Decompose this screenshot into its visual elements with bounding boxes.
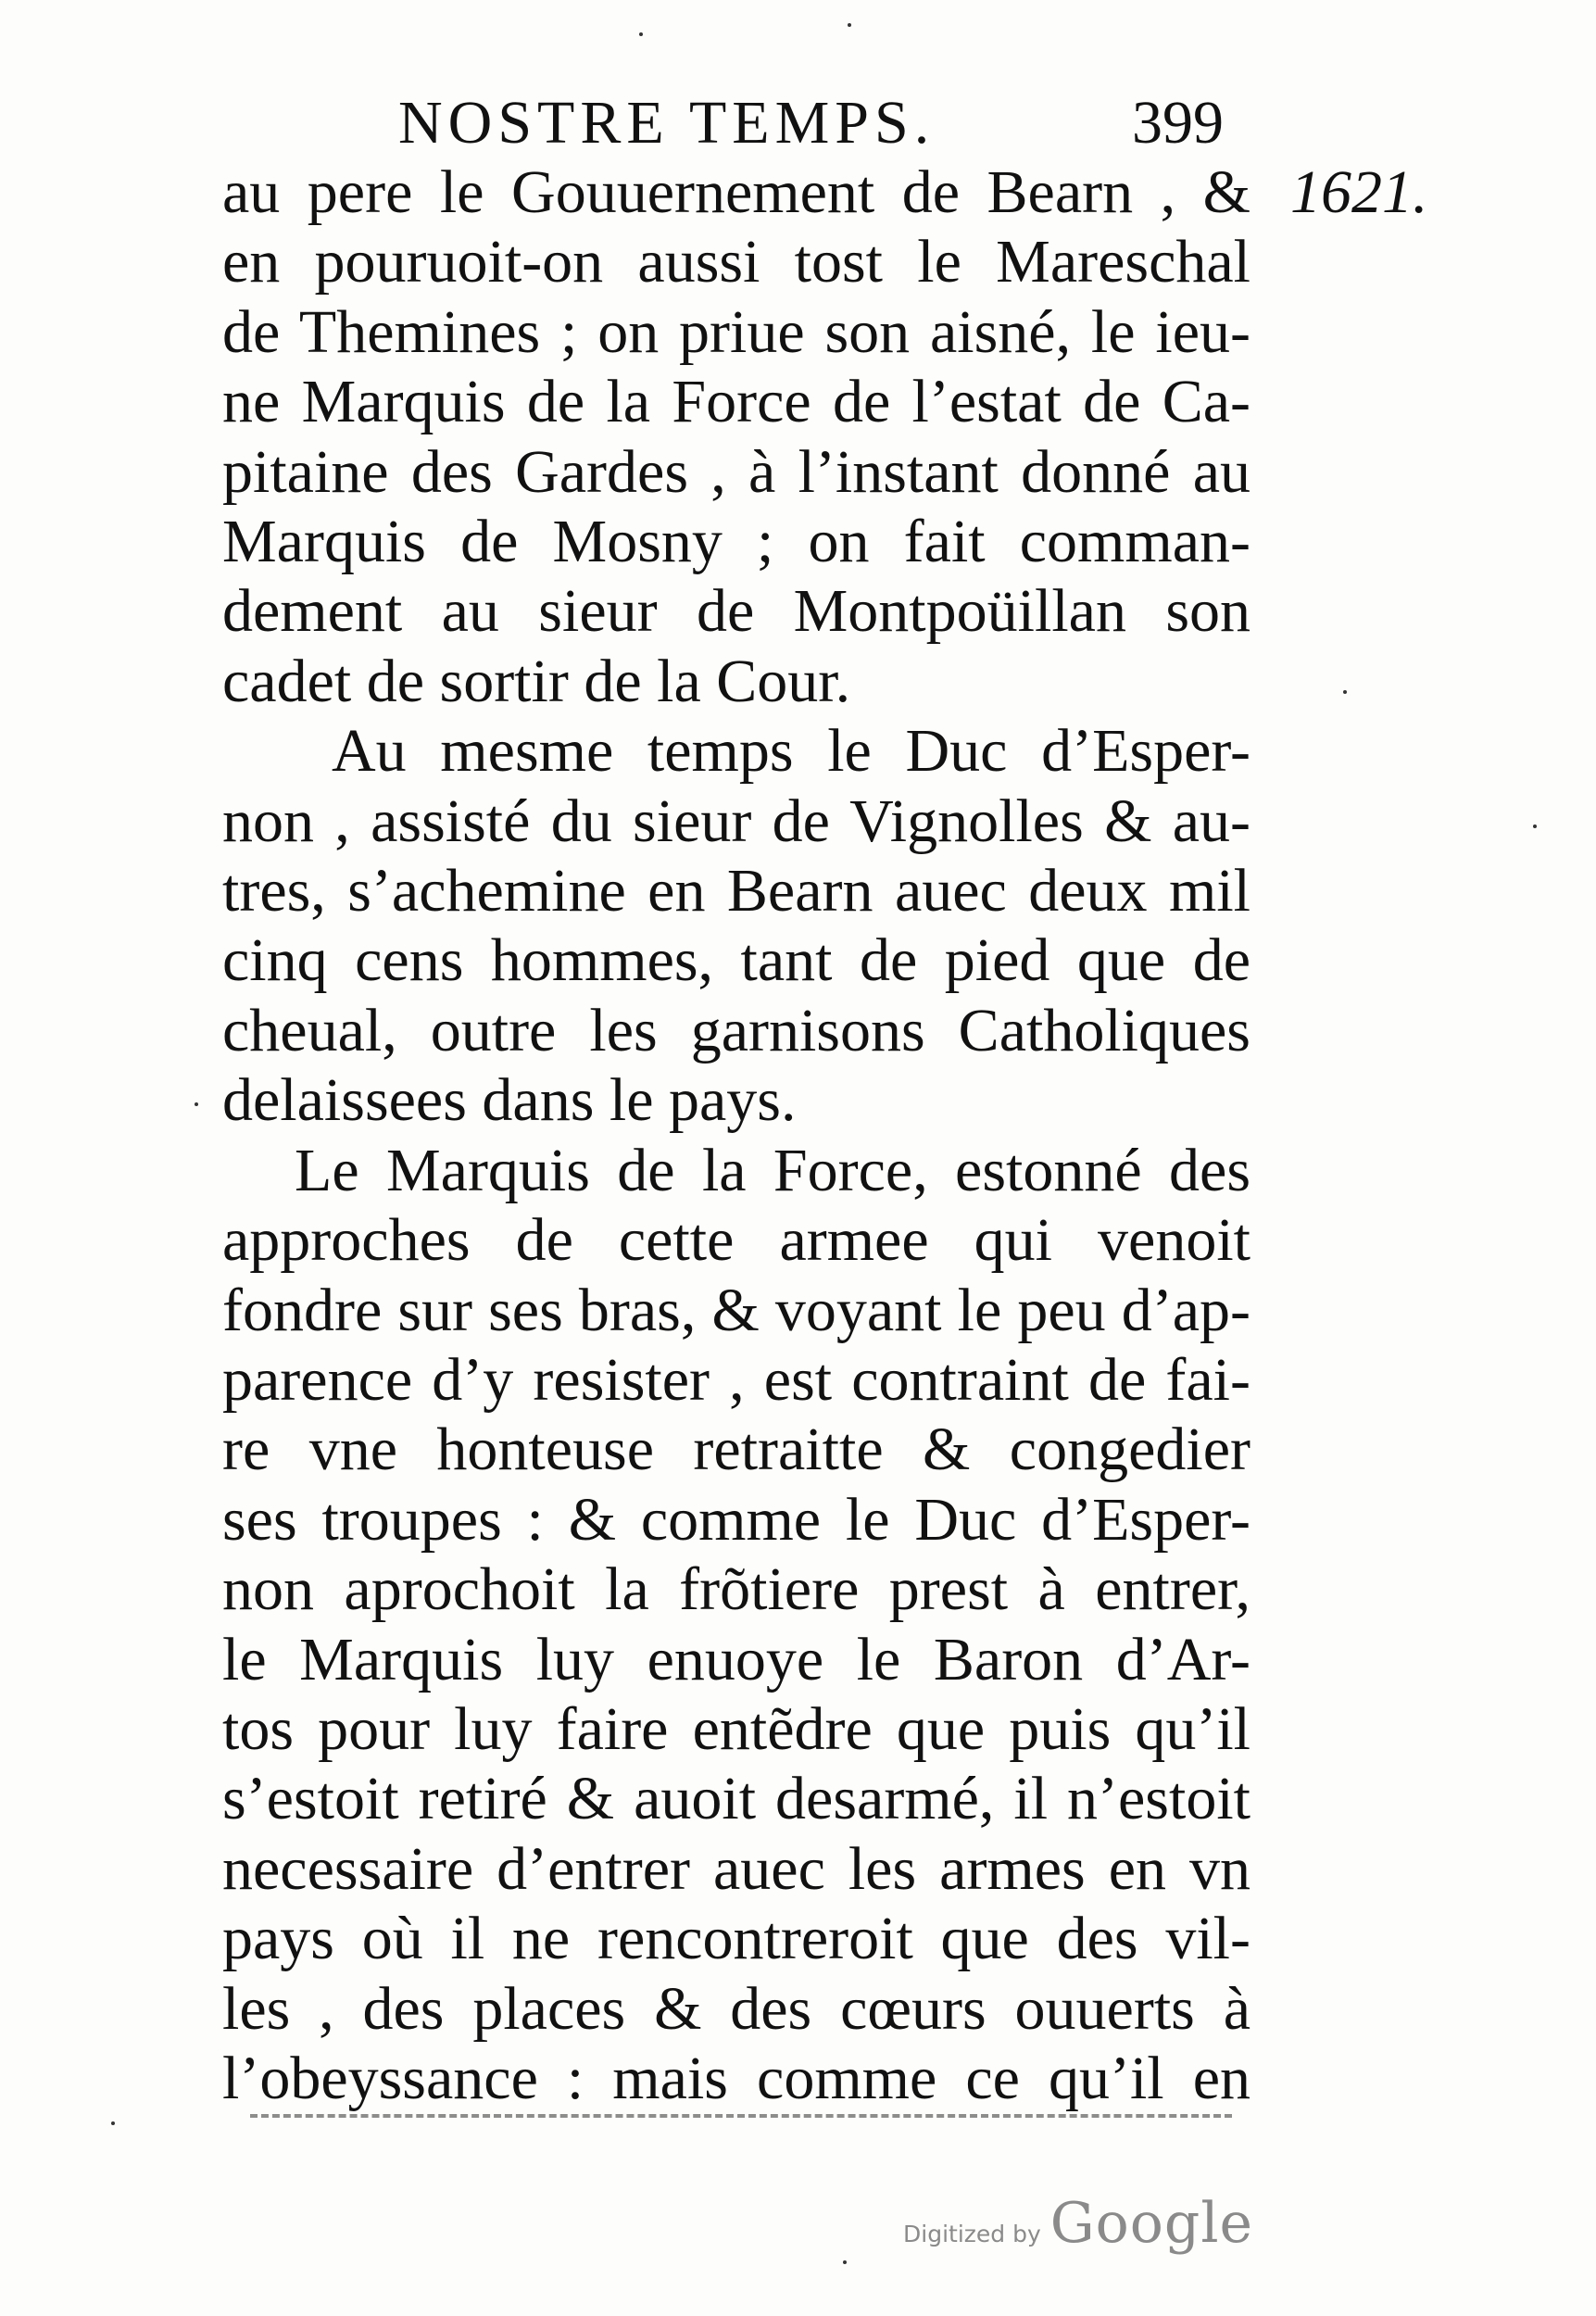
ink-speck xyxy=(111,2121,115,2125)
text-line: le Marquis luy enuoye le Baron d’Ar- xyxy=(222,1625,1250,1693)
text-line: cadet de sortir de la Cour. xyxy=(222,647,851,715)
text-line: cinq cens hommes, tant de pied que de xyxy=(222,926,1250,995)
ink-speck xyxy=(1343,690,1347,694)
text-line: cheual, outre les garnisons Catholiques xyxy=(222,996,1250,1064)
text-line: dement au sieur de Montpoüillan son xyxy=(222,577,1250,646)
text-line: non , assisté du sieur de Vignolles & au- xyxy=(222,787,1250,855)
body-text xyxy=(222,157,1250,2113)
bottom-dash-rule xyxy=(250,2114,1232,2127)
text-line: de Themines ; on priue son aisné, le ieu- xyxy=(222,297,1250,366)
text-line: tos pour luy faire entẽdre que puis qu’il xyxy=(222,1694,1250,1763)
google-logo-icon: Google xyxy=(1049,2191,1254,2256)
margin-year: 1621. xyxy=(1290,158,1428,226)
google-watermark xyxy=(903,2191,1253,2256)
text-line: non aprochoit la frõtiere prest à entrer, xyxy=(222,1555,1250,1624)
text-line: en pouruoit-on aussi tost le Mareschal xyxy=(222,228,1250,296)
text-line: re vne honteuse retraitte & congedier xyxy=(222,1416,1250,1484)
text-line: ne Marquis de la Force de l’estat de Ca- xyxy=(222,368,1250,436)
text-line: s’estoit retiré & auoit desarmé, il n’estoit xyxy=(222,1765,1250,1833)
text-line: approches de cette armee qui venoit xyxy=(222,1206,1250,1275)
text-line: pitaine des Gardes , à l’instant donné au xyxy=(222,437,1250,506)
text-line: les , des places & des cœurs ouuerts à xyxy=(222,1974,1250,2043)
ink-speck xyxy=(843,2260,847,2264)
page-number: 399 xyxy=(1132,89,1224,157)
paragraph-start-line: Au mesme temps le Duc d’Esper- xyxy=(332,717,1250,786)
text-line: tres, s’achemine en Bearn auec deux mil xyxy=(222,857,1250,925)
text-line: l’obeyssance : mais comme ce qu’il en xyxy=(222,2044,1250,2112)
running-head: NOSTRE TEMPS. xyxy=(398,89,936,157)
ink-speck xyxy=(848,23,851,27)
paragraph-start-line: Le Marquis de la Force, estonné des xyxy=(295,1136,1250,1204)
text-line: necessaire d’entrer auec les armes en vn xyxy=(222,1834,1250,1903)
text-line: au pere le Gouuernement de Bearn , & xyxy=(222,158,1250,226)
text-line: fondre sur ses bras, & voyant le peu d’ap- xyxy=(222,1276,1250,1344)
text-line: delaissees dans le pays. xyxy=(222,1066,797,1135)
text-line: pays où il ne rencontreroit que des vil- xyxy=(222,1905,1250,1973)
text-line: Marquis de Mosny ; on fait comman- xyxy=(222,508,1250,576)
ink-speck xyxy=(639,32,643,36)
ink-speck xyxy=(1533,824,1537,828)
text-line: parence d’y resister , est contraint de fai- xyxy=(222,1345,1250,1414)
ink-speck xyxy=(195,1102,198,1106)
text-line: ses troupes : & comme le Duc d’Esper- xyxy=(222,1485,1250,1554)
digitized-by-label: Digitized by xyxy=(903,2221,1041,2247)
